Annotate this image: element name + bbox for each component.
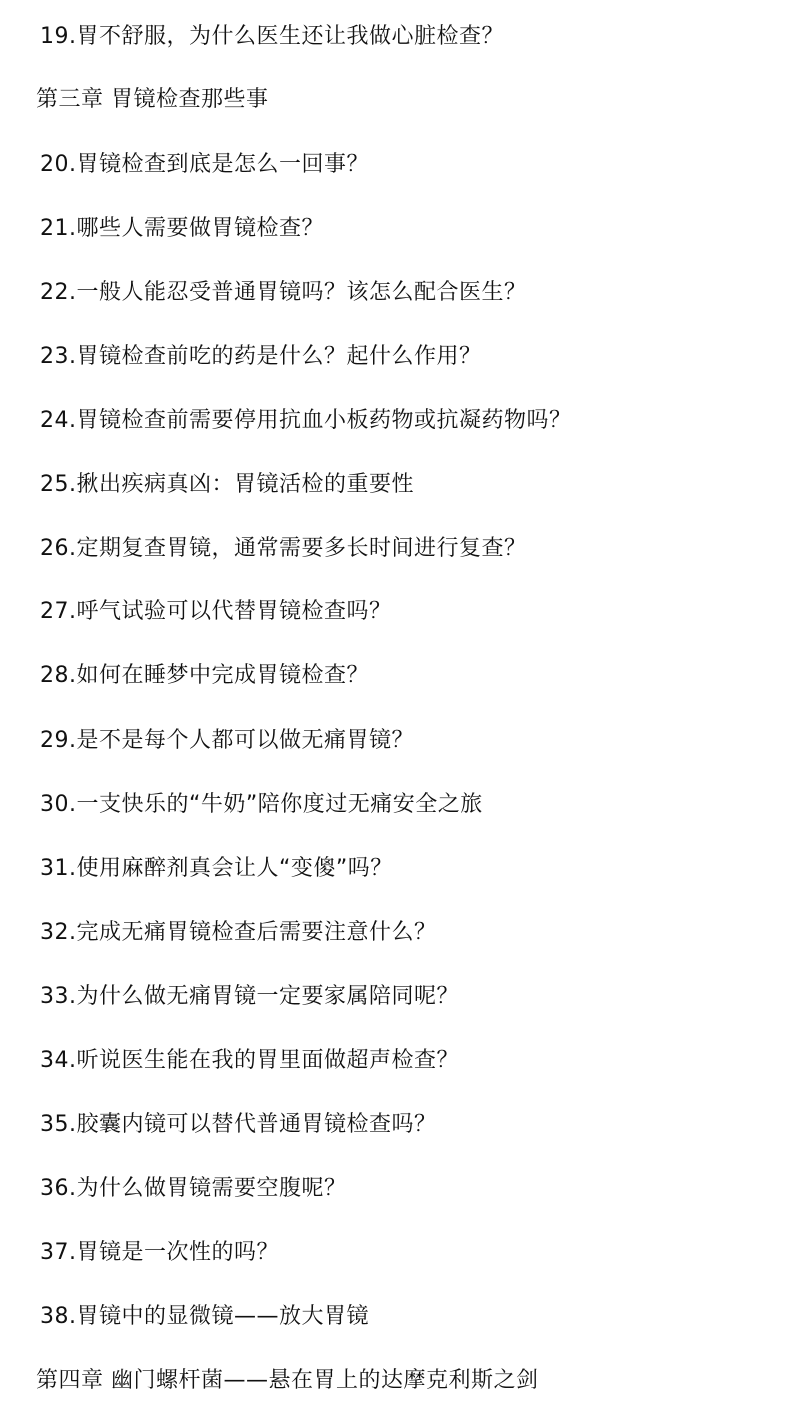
toc-item-24: 24.胃镜检查前需要停用抗血小板药物或抗凝药物吗？	[40, 408, 572, 433]
toc-item-31: 31.使用麻醉剂真会让人“变傻”吗？	[40, 856, 393, 881]
toc-item-36: 36.为什么做胃镜需要空腹呢？	[40, 1176, 347, 1201]
toc-item-34: 34.听说医生能在我的胃里面做超声检查？	[40, 1048, 459, 1073]
toc-item-37: 37.胃镜是一次性的吗？	[40, 1240, 279, 1265]
toc-item-23: 23.胃镜检查前吃的药是什么？起什么作用？	[40, 344, 482, 369]
toc-item-22: 22.一般人能忍受普通胃镜吗？该怎么配合医生？	[40, 280, 527, 305]
toc-item-19: 19.胃不舒服，为什么医生还让我做心脏检查？	[40, 24, 504, 49]
toc-item-38: 38.胃镜中的显微镜——放大胃镜	[40, 1304, 369, 1329]
chapter-heading-4: 第四章 幽门螺杆菌——悬在胃上的达摩克利斯之剑	[36, 1368, 539, 1393]
toc-item-26: 26.定期复查胃镜，通常需要多长时间进行复查？	[40, 536, 527, 561]
toc-item-28: 28.如何在睡梦中完成胃镜检查？	[40, 663, 369, 688]
toc-item-27: 27.呼气试验可以代替胃镜检查吗？	[40, 599, 392, 624]
toc-item-32: 32.完成无痛胃镜检查后需要注意什么？	[40, 920, 437, 945]
toc-item-20: 20.胃镜检查到底是怎么一回事？	[40, 152, 369, 177]
chapter-heading-3: 第三章 胃镜检查那些事	[36, 87, 269, 112]
toc-item-30: 30.一支快乐的“牛奶”陪你度过无痛安全之旅	[40, 792, 483, 817]
toc-item-25: 25.揪出疾病真凶：胃镜活检的重要性	[40, 472, 414, 497]
toc-item-21: 21.哪些人需要做胃镜检查？	[40, 216, 324, 241]
toc-item-33: 33.为什么做无痛胃镜一定要家属陪同呢？	[40, 984, 459, 1009]
toc-item-29: 29.是不是每个人都可以做无痛胃镜？	[40, 728, 414, 753]
toc-item-35: 35.胶囊内镜可以替代普通胃镜检查吗？	[40, 1112, 437, 1137]
